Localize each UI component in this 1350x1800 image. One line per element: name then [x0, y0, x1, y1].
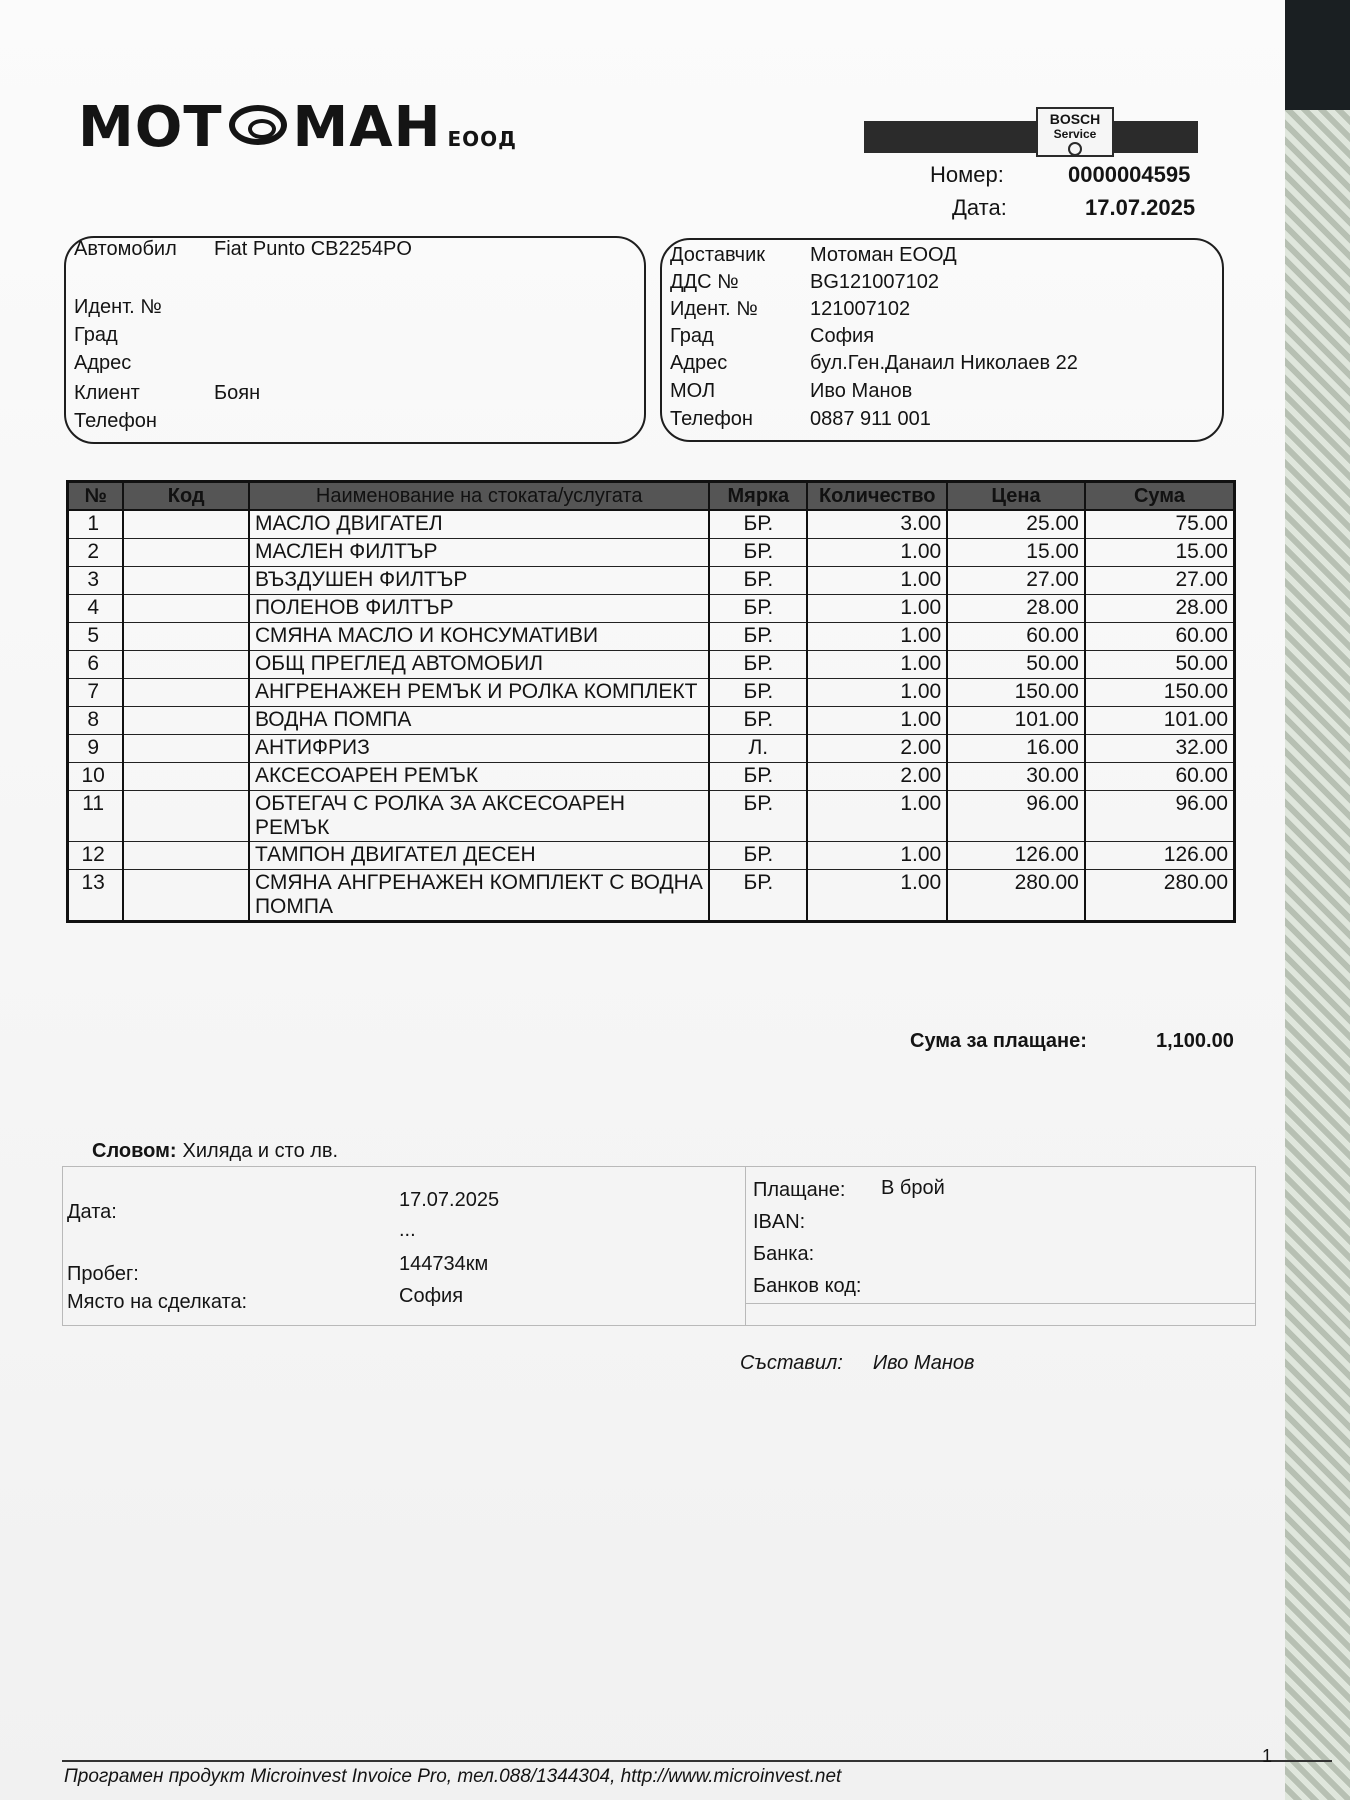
- row-sum: 50.00: [1085, 651, 1235, 679]
- mol-label: МОЛ: [670, 380, 716, 402]
- supplier-address-value: бул.Ген.Данаил Николаев 22: [810, 352, 1078, 374]
- footer-text: Програмен продукт Microinvest Invoice Pro, тел.088/1344304, http://www.microinvest.net: [64, 1766, 842, 1787]
- row-sum: 126.00: [1085, 842, 1235, 870]
- bank-label: Банка:: [753, 1243, 815, 1265]
- table-row: [68, 707, 1235, 735]
- row-qty: 1.00: [807, 707, 947, 735]
- header-name: Наименование на стоката/услугата: [249, 482, 709, 511]
- row-code: [123, 651, 249, 679]
- row-price: 150.00: [947, 679, 1085, 707]
- row-qty: 1.00: [807, 870, 947, 922]
- badge-line1: BOSCH: [1049, 111, 1101, 127]
- row-code: [123, 510, 249, 539]
- row-no: 3: [68, 567, 124, 595]
- row-name: ПОЛЕНОВ ФИЛТЪР: [249, 595, 709, 623]
- words-label: Словом:: [92, 1140, 177, 1162]
- total-label: Сума за плащане:: [910, 1030, 1087, 1052]
- row-name: АКСЕСОАРЕН РЕМЪК: [249, 763, 709, 791]
- row-sum: 280.00: [1085, 870, 1235, 922]
- row-price: 15.00: [947, 539, 1085, 567]
- table-row: [68, 842, 1235, 870]
- supplier-id-label: Идент. №: [670, 298, 758, 320]
- composer-name: Иво Манов: [872, 1352, 975, 1374]
- row-no: 7: [68, 679, 124, 707]
- table-row: [68, 791, 1235, 842]
- header-no: №: [68, 482, 124, 511]
- bosch-armature-icon: [1068, 142, 1082, 156]
- row-name: ВОДНА ПОМПА: [249, 707, 709, 735]
- composer-block: [740, 1352, 974, 1375]
- row-qty: 1.00: [807, 791, 947, 842]
- bank-code-label: Банков код:: [753, 1275, 862, 1297]
- customer-phone-label: Телефон: [74, 410, 157, 432]
- row-no: 12: [68, 842, 124, 870]
- row-sum: 101.00: [1085, 707, 1235, 735]
- logo-suffix: ЕООД: [447, 127, 517, 151]
- row-name: АНГРЕНАЖЕН РЕМЪК И РОЛКА КОМПЛЕКТ: [249, 679, 709, 707]
- nut-icon: [229, 105, 287, 145]
- items-table: [66, 480, 1236, 923]
- row-price: 50.00: [947, 651, 1085, 679]
- row-unit: Л.: [709, 735, 807, 763]
- row-unit: БР.: [709, 707, 807, 735]
- car-value: Fiat Punto CB2254PO: [214, 238, 412, 260]
- row-unit: БР.: [709, 567, 807, 595]
- items-body: [68, 510, 1235, 922]
- row-unit: БР.: [709, 510, 807, 539]
- supplier-value: Мотоман ЕООД: [810, 244, 957, 266]
- mileage-value: 144734км: [399, 1253, 489, 1275]
- amount-in-words: [92, 1140, 338, 1163]
- table-row: [68, 679, 1235, 707]
- row-unit: БР.: [709, 623, 807, 651]
- row-unit: БР.: [709, 870, 807, 922]
- details-date-label: Дата:: [67, 1201, 117, 1223]
- row-qty: 1.00: [807, 539, 947, 567]
- total-value: 1,100.00: [1156, 1030, 1234, 1052]
- vat-label: ДДС №: [670, 271, 739, 293]
- row-sum: 28.00: [1085, 595, 1235, 623]
- car-label: Автомобил: [74, 238, 177, 260]
- header-code: Код: [123, 482, 249, 511]
- place-value: София: [399, 1285, 464, 1307]
- details-divider: [745, 1167, 746, 1325]
- table-row: [68, 651, 1235, 679]
- table-row: [68, 870, 1235, 922]
- company-logo: [78, 95, 517, 160]
- row-qty: 3.00: [807, 510, 947, 539]
- row-qty: 1.00: [807, 623, 947, 651]
- payment-value: В брой: [881, 1177, 945, 1199]
- row-no: 9: [68, 735, 124, 763]
- row-name: АНТИФРИЗ: [249, 735, 709, 763]
- table-row: [68, 595, 1235, 623]
- supplier-phone-label: Телефон: [670, 408, 753, 430]
- row-name: ОБЩ ПРЕГЛЕД АВТОМОБИЛ: [249, 651, 709, 679]
- client-value: Боян: [214, 382, 261, 404]
- row-code: [123, 763, 249, 791]
- row-name: ВЪЗДУШЕН ФИЛТЪР: [249, 567, 709, 595]
- supplier-city-label: Град: [670, 325, 714, 347]
- supplier-address-label: Адрес: [670, 352, 728, 374]
- row-no: 5: [68, 623, 124, 651]
- supplier-label: Доставчик: [670, 244, 766, 266]
- row-price: 30.00: [947, 763, 1085, 791]
- row-unit: БР.: [709, 651, 807, 679]
- row-price: 27.00: [947, 567, 1085, 595]
- doc-number: 0000004595: [1068, 162, 1191, 187]
- supplier-box: [660, 238, 1224, 442]
- row-price: 126.00: [947, 842, 1085, 870]
- row-no: 2: [68, 539, 124, 567]
- row-sum: 32.00: [1085, 735, 1235, 763]
- row-qty: 1.00: [807, 567, 947, 595]
- details-divider-bottom: [745, 1303, 1255, 1304]
- logo-text-1: МОТ: [78, 95, 223, 160]
- iban-label: IBAN:: [753, 1211, 806, 1233]
- header-sum: Сума: [1085, 482, 1235, 511]
- details-ellipsis: ...: [399, 1219, 416, 1241]
- row-price: 60.00: [947, 623, 1085, 651]
- supplier-phone-value: 0887 911 001: [810, 408, 931, 430]
- doc-number-label: Номер:: [930, 162, 1004, 187]
- row-code: [123, 679, 249, 707]
- row-price: 96.00: [947, 791, 1085, 842]
- table-row: [68, 763, 1235, 791]
- payment-label: Плащане:: [753, 1179, 846, 1201]
- row-unit: БР.: [709, 539, 807, 567]
- row-code: [123, 595, 249, 623]
- vat-value: BG121007102: [810, 271, 940, 293]
- logo-text-2: МАН: [292, 95, 442, 160]
- supplier-id-value: 121007102: [810, 298, 911, 320]
- row-unit: БР.: [709, 791, 807, 842]
- doc-date: 17.07.2025: [1085, 195, 1196, 220]
- table-header-row: [68, 482, 1235, 511]
- table-row: [68, 623, 1235, 651]
- customer-address-label: Адрес: [74, 352, 132, 374]
- row-qty: 2.00: [807, 735, 947, 763]
- header-unit: Мярка: [709, 482, 807, 511]
- row-sum: 60.00: [1085, 763, 1235, 791]
- transaction-details-box: [62, 1166, 1256, 1326]
- row-code: [123, 735, 249, 763]
- row-code: [123, 791, 249, 842]
- row-sum: 60.00: [1085, 623, 1235, 651]
- row-code: [123, 567, 249, 595]
- place-label: Място на сделката:: [67, 1291, 248, 1313]
- row-no: 6: [68, 651, 124, 679]
- row-unit: БР.: [709, 842, 807, 870]
- bosch-service-badge: [1036, 107, 1114, 157]
- row-price: 280.00: [947, 870, 1085, 922]
- row-price: 25.00: [947, 510, 1085, 539]
- doc-date-label: Дата:: [952, 195, 1007, 220]
- row-sum: 15.00: [1085, 539, 1235, 567]
- footer-line: [62, 1760, 1332, 1762]
- row-no: 4: [68, 595, 124, 623]
- row-code: [123, 623, 249, 651]
- row-price: 101.00: [947, 707, 1085, 735]
- row-name: МАСЛО ДВИГАТЕЛ: [249, 510, 709, 539]
- table-row: [68, 539, 1235, 567]
- words-value: Хиляда и сто лв.: [182, 1140, 339, 1162]
- row-no: 13: [68, 870, 124, 922]
- row-price: 16.00: [947, 735, 1085, 763]
- row-sum: 27.00: [1085, 567, 1235, 595]
- details-date-value: 17.07.2025: [399, 1189, 500, 1211]
- composer-label: Съставил:: [740, 1352, 843, 1374]
- row-no: 8: [68, 707, 124, 735]
- row-qty: 1.00: [807, 651, 947, 679]
- customer-id-label: Идент. №: [74, 296, 162, 318]
- row-name: ТАМПОН ДВИГАТЕЛ ДЕСЕН: [249, 842, 709, 870]
- row-name: ОБТЕГАЧ С РОЛКА ЗА АКСЕСОАРЕН РЕМЪК: [249, 791, 709, 842]
- row-name: МАСЛЕН ФИЛТЪР: [249, 539, 709, 567]
- header-price: Цена: [947, 482, 1085, 511]
- bosch-bar: [864, 121, 1198, 153]
- row-qty: 1.00: [807, 842, 947, 870]
- row-sum: 75.00: [1085, 510, 1235, 539]
- mol-value: Иво Манов: [810, 380, 913, 402]
- customer-city-label: Град: [74, 324, 118, 346]
- row-unit: БР.: [709, 763, 807, 791]
- mileage-label: Пробег:: [67, 1263, 139, 1285]
- page-number: 1: [1262, 1746, 1273, 1766]
- client-label: Клиент: [74, 382, 140, 404]
- row-code: [123, 842, 249, 870]
- row-code: [123, 870, 249, 922]
- row-qty: 1.00: [807, 679, 947, 707]
- background-dark-corner: [1280, 0, 1350, 110]
- row-sum: 96.00: [1085, 791, 1235, 842]
- table-row: [68, 735, 1235, 763]
- row-qty: 2.00: [807, 763, 947, 791]
- row-no: 1: [68, 510, 124, 539]
- row-unit: БР.: [709, 679, 807, 707]
- row-code: [123, 707, 249, 735]
- header-qty: Количество: [807, 482, 947, 511]
- row-price: 28.00: [947, 595, 1085, 623]
- customer-box: [64, 236, 646, 444]
- supplier-city-value: София: [810, 325, 875, 347]
- table-row: [68, 567, 1235, 595]
- row-qty: 1.00: [807, 595, 947, 623]
- row-name: СМЯНА АНГРЕНАЖЕН КОМПЛЕКТ С ВОДНА ПОМПА: [249, 870, 709, 922]
- row-unit: БР.: [709, 595, 807, 623]
- row-no: 10: [68, 763, 124, 791]
- badge-line2: Service: [1053, 127, 1097, 141]
- row-name: СМЯНА МАСЛО И КОНСУМАТИВИ: [249, 623, 709, 651]
- total-block: [910, 1030, 1234, 1053]
- row-sum: 150.00: [1085, 679, 1235, 707]
- row-no: 11: [68, 791, 124, 842]
- table-row: [68, 510, 1235, 539]
- row-code: [123, 539, 249, 567]
